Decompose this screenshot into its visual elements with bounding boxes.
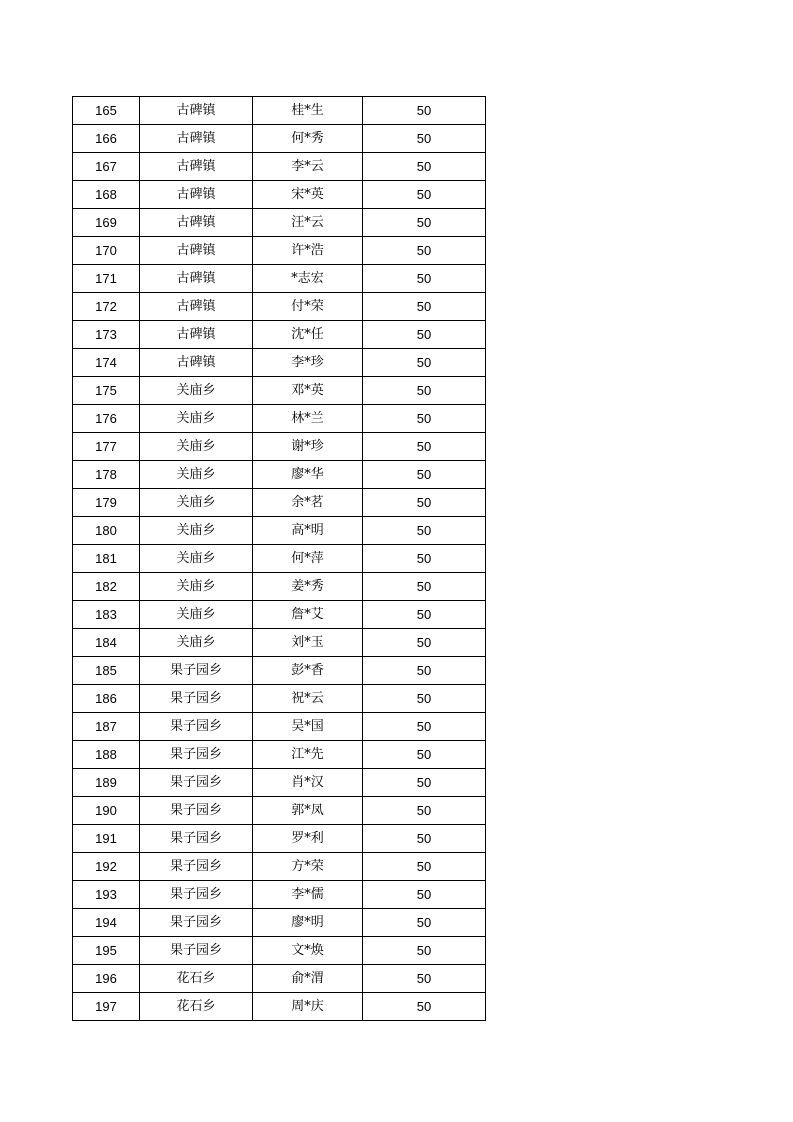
table-row bbox=[73, 209, 486, 237]
cell-name: 文*焕 bbox=[253, 937, 363, 965]
table-row bbox=[73, 769, 486, 797]
cell-town: 果子园乡 bbox=[140, 909, 253, 937]
table-row bbox=[73, 433, 486, 461]
table-row bbox=[73, 601, 486, 629]
data-table bbox=[72, 96, 486, 1021]
table-row bbox=[73, 153, 486, 181]
cell-name: 詹*艾 bbox=[253, 601, 363, 629]
cell-amount: 50 bbox=[363, 629, 486, 657]
cell-index: 194 bbox=[73, 909, 140, 937]
cell-town: 果子园乡 bbox=[140, 937, 253, 965]
cell-amount: 50 bbox=[363, 825, 486, 853]
cell-amount: 50 bbox=[363, 741, 486, 769]
table-row bbox=[73, 545, 486, 573]
cell-amount: 50 bbox=[363, 181, 486, 209]
table-row bbox=[73, 181, 486, 209]
cell-town: 古碑镇 bbox=[140, 237, 253, 265]
cell-name: *志宏 bbox=[253, 265, 363, 293]
cell-town: 古碑镇 bbox=[140, 349, 253, 377]
cell-amount: 50 bbox=[363, 489, 486, 517]
cell-index: 171 bbox=[73, 265, 140, 293]
cell-amount: 50 bbox=[363, 461, 486, 489]
table-row bbox=[73, 461, 486, 489]
cell-amount: 50 bbox=[363, 657, 486, 685]
cell-name: 江*先 bbox=[253, 741, 363, 769]
table-row bbox=[73, 741, 486, 769]
cell-index: 189 bbox=[73, 769, 140, 797]
cell-town: 古碑镇 bbox=[140, 209, 253, 237]
cell-index: 167 bbox=[73, 153, 140, 181]
table-row bbox=[73, 909, 486, 937]
cell-town: 果子园乡 bbox=[140, 881, 253, 909]
cell-town: 古碑镇 bbox=[140, 125, 253, 153]
cell-name: 郭*凤 bbox=[253, 797, 363, 825]
cell-amount: 50 bbox=[363, 797, 486, 825]
cell-amount: 50 bbox=[363, 321, 486, 349]
cell-town: 古碑镇 bbox=[140, 153, 253, 181]
cell-index: 197 bbox=[73, 993, 140, 1021]
cell-amount: 50 bbox=[363, 713, 486, 741]
cell-amount: 50 bbox=[363, 685, 486, 713]
cell-amount: 50 bbox=[363, 377, 486, 405]
cell-name: 汪*云 bbox=[253, 209, 363, 237]
cell-town: 古碑镇 bbox=[140, 293, 253, 321]
cell-amount: 50 bbox=[363, 853, 486, 881]
cell-index: 182 bbox=[73, 573, 140, 601]
cell-index: 173 bbox=[73, 321, 140, 349]
cell-name: 吴*国 bbox=[253, 713, 363, 741]
table-row bbox=[73, 853, 486, 881]
table-row bbox=[73, 125, 486, 153]
table-row bbox=[73, 265, 486, 293]
cell-name: 宋*英 bbox=[253, 181, 363, 209]
cell-town: 果子园乡 bbox=[140, 797, 253, 825]
cell-town: 果子园乡 bbox=[140, 685, 253, 713]
cell-index: 196 bbox=[73, 965, 140, 993]
cell-amount: 50 bbox=[363, 209, 486, 237]
cell-amount: 50 bbox=[363, 965, 486, 993]
table-row bbox=[73, 993, 486, 1021]
cell-town: 关庙乡 bbox=[140, 405, 253, 433]
cell-index: 174 bbox=[73, 349, 140, 377]
cell-name: 方*荣 bbox=[253, 853, 363, 881]
table-row bbox=[73, 377, 486, 405]
table-row bbox=[73, 349, 486, 377]
cell-town: 果子园乡 bbox=[140, 657, 253, 685]
table-row bbox=[73, 881, 486, 909]
cell-index: 180 bbox=[73, 517, 140, 545]
cell-town: 关庙乡 bbox=[140, 377, 253, 405]
cell-name: 刘*玉 bbox=[253, 629, 363, 657]
cell-town: 果子园乡 bbox=[140, 853, 253, 881]
cell-index: 169 bbox=[73, 209, 140, 237]
cell-index: 176 bbox=[73, 405, 140, 433]
cell-amount: 50 bbox=[363, 937, 486, 965]
cell-amount: 50 bbox=[363, 769, 486, 797]
cell-index: 175 bbox=[73, 377, 140, 405]
cell-town: 关庙乡 bbox=[140, 601, 253, 629]
cell-amount: 50 bbox=[363, 881, 486, 909]
table-body bbox=[73, 97, 486, 1021]
cell-name: 沈*任 bbox=[253, 321, 363, 349]
table-row bbox=[73, 713, 486, 741]
cell-town: 果子园乡 bbox=[140, 825, 253, 853]
cell-name: 祝*云 bbox=[253, 685, 363, 713]
cell-name: 邓*英 bbox=[253, 377, 363, 405]
cell-town: 古碑镇 bbox=[140, 97, 253, 125]
cell-index: 177 bbox=[73, 433, 140, 461]
cell-name: 周*庆 bbox=[253, 993, 363, 1021]
cell-town: 关庙乡 bbox=[140, 517, 253, 545]
cell-amount: 50 bbox=[363, 153, 486, 181]
cell-amount: 50 bbox=[363, 405, 486, 433]
cell-town: 果子园乡 bbox=[140, 741, 253, 769]
cell-index: 185 bbox=[73, 657, 140, 685]
cell-town: 关庙乡 bbox=[140, 573, 253, 601]
cell-index: 191 bbox=[73, 825, 140, 853]
cell-town: 古碑镇 bbox=[140, 181, 253, 209]
cell-index: 192 bbox=[73, 853, 140, 881]
cell-amount: 50 bbox=[363, 349, 486, 377]
cell-index: 170 bbox=[73, 237, 140, 265]
cell-town: 古碑镇 bbox=[140, 265, 253, 293]
cell-name: 余*茗 bbox=[253, 489, 363, 517]
cell-name: 李*珍 bbox=[253, 349, 363, 377]
cell-name: 李*云 bbox=[253, 153, 363, 181]
cell-index: 178 bbox=[73, 461, 140, 489]
table-row bbox=[73, 797, 486, 825]
table-row bbox=[73, 825, 486, 853]
cell-name: 许*浩 bbox=[253, 237, 363, 265]
table-row bbox=[73, 937, 486, 965]
cell-town: 关庙乡 bbox=[140, 545, 253, 573]
table-row bbox=[73, 629, 486, 657]
cell-name: 俞*渭 bbox=[253, 965, 363, 993]
cell-town: 古碑镇 bbox=[140, 321, 253, 349]
cell-index: 172 bbox=[73, 293, 140, 321]
cell-name: 谢*珍 bbox=[253, 433, 363, 461]
cell-town: 关庙乡 bbox=[140, 433, 253, 461]
cell-index: 193 bbox=[73, 881, 140, 909]
table-row bbox=[73, 97, 486, 125]
cell-name: 何*萍 bbox=[253, 545, 363, 573]
cell-index: 183 bbox=[73, 601, 140, 629]
table-row bbox=[73, 237, 486, 265]
cell-name: 桂*生 bbox=[253, 97, 363, 125]
cell-name: 罗*利 bbox=[253, 825, 363, 853]
cell-amount: 50 bbox=[363, 993, 486, 1021]
cell-amount: 50 bbox=[363, 97, 486, 125]
table-row bbox=[73, 573, 486, 601]
table-row bbox=[73, 517, 486, 545]
cell-amount: 50 bbox=[363, 517, 486, 545]
cell-name: 肖*汉 bbox=[253, 769, 363, 797]
cell-index: 181 bbox=[73, 545, 140, 573]
table-row bbox=[73, 293, 486, 321]
cell-town: 花石乡 bbox=[140, 965, 253, 993]
cell-amount: 50 bbox=[363, 433, 486, 461]
cell-name: 廖*明 bbox=[253, 909, 363, 937]
cell-amount: 50 bbox=[363, 125, 486, 153]
cell-name: 何*秀 bbox=[253, 125, 363, 153]
cell-index: 184 bbox=[73, 629, 140, 657]
cell-index: 166 bbox=[73, 125, 140, 153]
cell-amount: 50 bbox=[363, 909, 486, 937]
cell-name: 高*明 bbox=[253, 517, 363, 545]
cell-index: 190 bbox=[73, 797, 140, 825]
cell-index: 188 bbox=[73, 741, 140, 769]
cell-name: 林*兰 bbox=[253, 405, 363, 433]
cell-index: 168 bbox=[73, 181, 140, 209]
table-row bbox=[73, 405, 486, 433]
table-row bbox=[73, 685, 486, 713]
cell-index: 179 bbox=[73, 489, 140, 517]
cell-town: 花石乡 bbox=[140, 993, 253, 1021]
cell-name: 李*儒 bbox=[253, 881, 363, 909]
cell-amount: 50 bbox=[363, 545, 486, 573]
cell-town: 关庙乡 bbox=[140, 461, 253, 489]
cell-amount: 50 bbox=[363, 293, 486, 321]
cell-town: 关庙乡 bbox=[140, 489, 253, 517]
cell-amount: 50 bbox=[363, 265, 486, 293]
cell-name: 彭*香 bbox=[253, 657, 363, 685]
cell-amount: 50 bbox=[363, 601, 486, 629]
table-row bbox=[73, 657, 486, 685]
table-row bbox=[73, 489, 486, 517]
cell-index: 165 bbox=[73, 97, 140, 125]
table-row bbox=[73, 321, 486, 349]
table-row bbox=[73, 965, 486, 993]
cell-index: 186 bbox=[73, 685, 140, 713]
cell-town: 果子园乡 bbox=[140, 713, 253, 741]
cell-name: 付*荣 bbox=[253, 293, 363, 321]
cell-town: 关庙乡 bbox=[140, 629, 253, 657]
cell-index: 187 bbox=[73, 713, 140, 741]
cell-town: 果子园乡 bbox=[140, 769, 253, 797]
cell-name: 廖*华 bbox=[253, 461, 363, 489]
cell-name: 姜*秀 bbox=[253, 573, 363, 601]
cell-amount: 50 bbox=[363, 237, 486, 265]
cell-index: 195 bbox=[73, 937, 140, 965]
cell-amount: 50 bbox=[363, 573, 486, 601]
